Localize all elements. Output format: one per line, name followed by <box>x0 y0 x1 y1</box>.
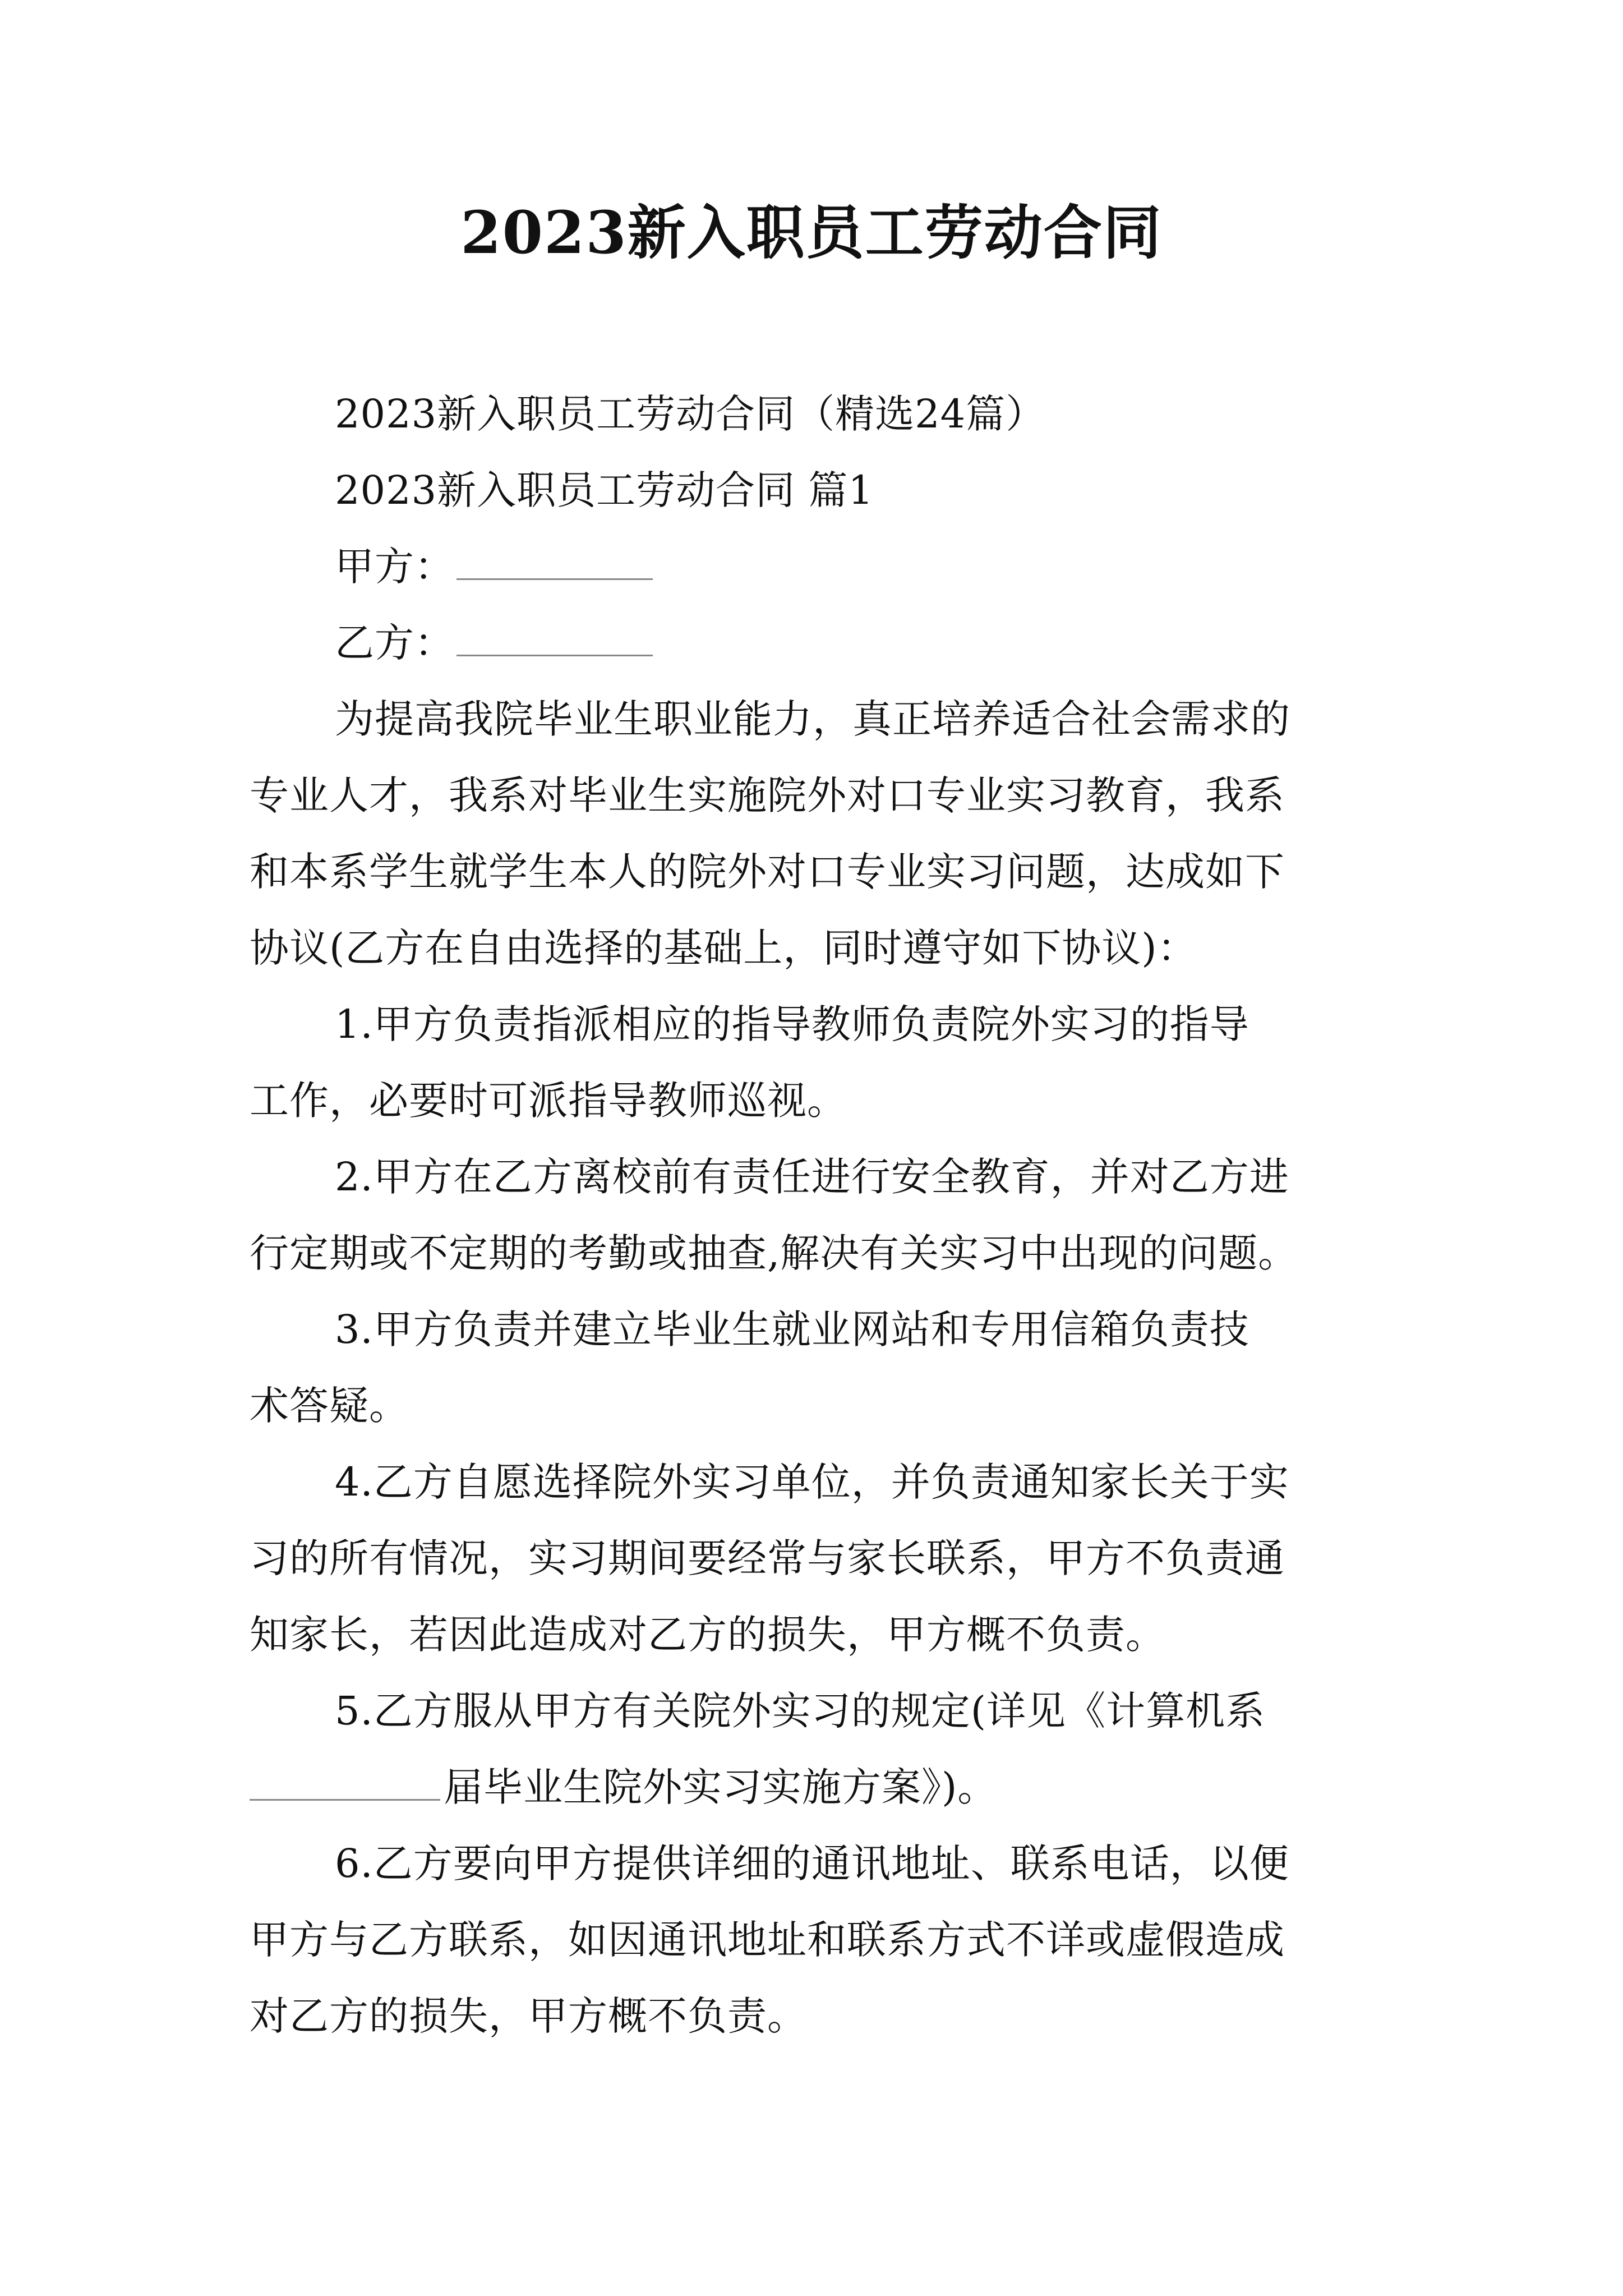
clause-6-line: 对乙方的损失，甲方概不负责。 <box>250 1993 807 2039</box>
clause-5-text: 届毕业生院外实习实施方案》)。 <box>444 1764 998 1810</box>
intro-line: 为提高我院毕业生职业能力，真正培养适合社会需求的 <box>335 696 1290 742</box>
clause-6-line: 6.乙方要向甲方提供详细的通讯地址、联系电话，以便 <box>335 1841 1289 1887</box>
document-subtitle: 2023新入职员工劳动合同（精选24篇） <box>335 391 1046 437</box>
party-b-label: 乙方： <box>335 620 454 666</box>
document-body <box>250 376 1394 2054</box>
clause-1-line: 工作，必要时可派指导教师巡视。 <box>250 1078 847 1124</box>
clause-4-line: 知家长，若因此造成对乙方的损失，甲方概不负责。 <box>250 1612 1165 1658</box>
clause-5-blank <box>250 1760 440 1801</box>
clause-2-line: 行定期或不定期的考勤或抽查,解决有关实习中出现的问题。 <box>250 1230 1298 1276</box>
party-a-line <box>250 528 1394 605</box>
intro-line: 协议(乙方在自由选择的基础上，同时遵守如下协议)： <box>250 925 1197 971</box>
clause-2-line: 2.甲方在乙方离校前有责任进行安全教育，并对乙方进 <box>335 1154 1289 1200</box>
clause-3-line: 术答疑。 <box>250 1383 409 1429</box>
clause-4-line: 4.乙方自愿选择院外实习单位，并负责通知家长关于实 <box>335 1459 1289 1505</box>
intro-line: 专业人才，我系对毕业生实施院外对口专业实习教育，我系 <box>250 772 1285 818</box>
intro-line: 和本系学生就学生本人的院外对口专业实习问题，达成如下 <box>250 849 1285 895</box>
document-title: 2023新入职员工劳动合同 <box>460 198 1163 267</box>
party-a-blank <box>457 539 653 580</box>
clause-5-line <box>250 1749 1394 1825</box>
clause-5-line: 5.乙方服从甲方有关院外实习的规定(详见《计算机系 <box>335 1688 1266 1734</box>
party-a-label: 甲方： <box>335 544 454 590</box>
party-b-blank <box>457 615 653 656</box>
clause-6-line: 甲方与乙方联系，如因通讯地址和联系方式不详或虚假造成 <box>250 1917 1285 1963</box>
section-heading: 2023新入职员工劳动合同 篇1 <box>335 467 874 513</box>
clause-4-line: 习的所有情况，实习期间要经常与家长联系，甲方不负责通 <box>250 1535 1285 1581</box>
clause-1-line: 1.甲方负责指派相应的指导教师负责院外实习的指导 <box>335 1001 1249 1047</box>
party-b-line <box>250 605 1394 681</box>
clause-3-line: 3.甲方负责并建立毕业生就业网站和专用信箱负责技 <box>335 1306 1249 1352</box>
